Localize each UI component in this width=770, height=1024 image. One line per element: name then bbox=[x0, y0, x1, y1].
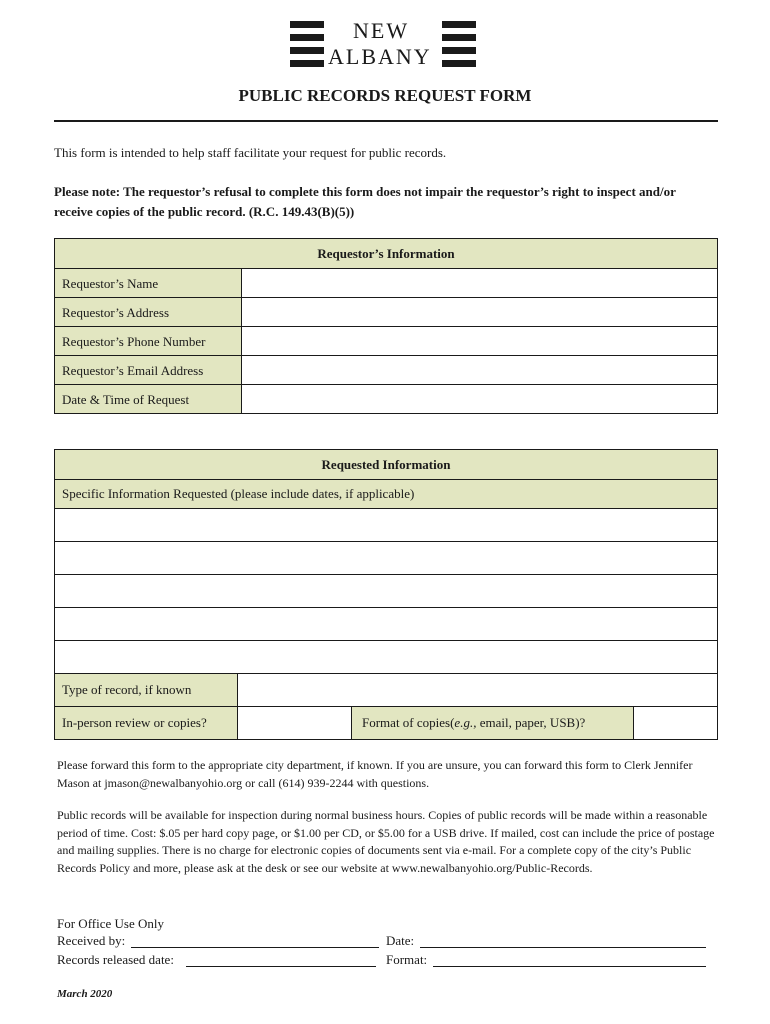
logo-word-new: NEW bbox=[353, 18, 410, 43]
table-row bbox=[55, 384, 717, 413]
record-type-field[interactable] bbox=[238, 674, 717, 706]
requestor-address-field[interactable] bbox=[242, 298, 717, 326]
requestor-info-header: Requestor’s Information bbox=[55, 239, 717, 268]
logo-bars-right bbox=[442, 21, 476, 73]
received-by-line[interactable] bbox=[131, 947, 379, 948]
office-use-heading: For Office Use Only bbox=[57, 916, 164, 931]
table-row bbox=[55, 268, 717, 297]
specific-info-line-4[interactable] bbox=[55, 607, 717, 640]
specific-info-line-3[interactable] bbox=[55, 574, 717, 607]
table-row bbox=[55, 326, 717, 355]
requestor-phone-label: Requestor’s Phone Number bbox=[55, 327, 242, 355]
copy-format-label-eg: e.g., bbox=[454, 715, 477, 730]
forwarding-instructions: Please forward this form to the appropriate city department, if known. If you are unsure, you can forward this form to Clerk Jennifer Mason at jmason@newalbanyohio.org or call (614) 939-2244 with questions. bbox=[57, 758, 693, 790]
requestor-info-table bbox=[54, 238, 718, 414]
record-type-label: Type of record, if known bbox=[55, 674, 238, 706]
records-released-date-line[interactable] bbox=[186, 966, 376, 967]
requestor-name-field[interactable] bbox=[242, 269, 717, 297]
table-row bbox=[55, 706, 717, 739]
requested-info-table bbox=[54, 449, 718, 740]
please-note-text: Please note: The requestor’s refusal to complete this form does not impair the requestor’s right to inspect and/or receive copies of the public record. (R.C. 149.43(B)(5)) bbox=[54, 184, 676, 219]
records-released-date-label: Records released date: bbox=[57, 952, 174, 967]
table-row bbox=[55, 355, 717, 384]
request-datetime-field[interactable] bbox=[242, 385, 717, 413]
requestor-name-label: Requestor’s Name bbox=[55, 269, 242, 297]
requestor-email-field[interactable] bbox=[242, 356, 717, 384]
format-label: Format: bbox=[386, 952, 428, 967]
logo-word-albany: ALBANY bbox=[328, 44, 432, 69]
logo-bars-left bbox=[290, 21, 324, 73]
form-date-footer: March 2020 bbox=[57, 988, 113, 1000]
format-line[interactable] bbox=[433, 966, 706, 967]
specific-info-label: Specific Information Requested (please include dates, if applicable) bbox=[55, 479, 717, 508]
requestor-address-label: Requestor’s Address bbox=[55, 298, 242, 326]
form-title: PUBLIC RECORDS REQUEST FORM bbox=[238, 86, 532, 105]
date-line[interactable] bbox=[420, 947, 706, 948]
specific-info-line-5[interactable] bbox=[55, 640, 717, 673]
requested-info-header: Requested Information bbox=[55, 450, 717, 479]
copy-format-label-suffix: email, paper, USB)? bbox=[476, 715, 586, 730]
specific-info-line-2[interactable] bbox=[55, 541, 717, 574]
availability-and-cost-text: Public records will be available for inspection during normal business hours. Copies of public records will be made within a reasonable period of time. Cost: $.05 per hard copy page, or $1.00 per CD, or $5.00 for a USB drive. If mailed, cost can include the price of postage and mailing supplies. There is no charge for electronic copies of documents sent via e-mail. For a complete copy of the city’s Public Records Policy and more, please ask at the desk or see our website at www.newalbanyohio.org/Public-Records. bbox=[57, 808, 715, 875]
date-label: Date: bbox=[386, 933, 415, 948]
copy-format-label-prefix: Format of copies( bbox=[362, 715, 455, 730]
copy-format-field[interactable] bbox=[634, 707, 717, 739]
city-logo bbox=[290, 18, 480, 70]
specific-info-line-1[interactable] bbox=[55, 508, 717, 541]
intro-text: This form is intended to help staff facilitate your request for public records. bbox=[54, 145, 447, 160]
copy-format-label bbox=[352, 707, 634, 739]
inperson-review-label: In-person review or copies? bbox=[55, 707, 238, 739]
table-row bbox=[55, 297, 717, 326]
title-divider bbox=[54, 120, 718, 122]
received-by-label: Received by: bbox=[57, 933, 126, 948]
inperson-review-field[interactable] bbox=[238, 707, 352, 739]
table-row bbox=[55, 673, 717, 706]
requestor-email-label: Requestor’s Email Address bbox=[55, 356, 242, 384]
request-datetime-label: Date & Time of Request bbox=[55, 385, 242, 413]
requestor-phone-field[interactable] bbox=[242, 327, 717, 355]
